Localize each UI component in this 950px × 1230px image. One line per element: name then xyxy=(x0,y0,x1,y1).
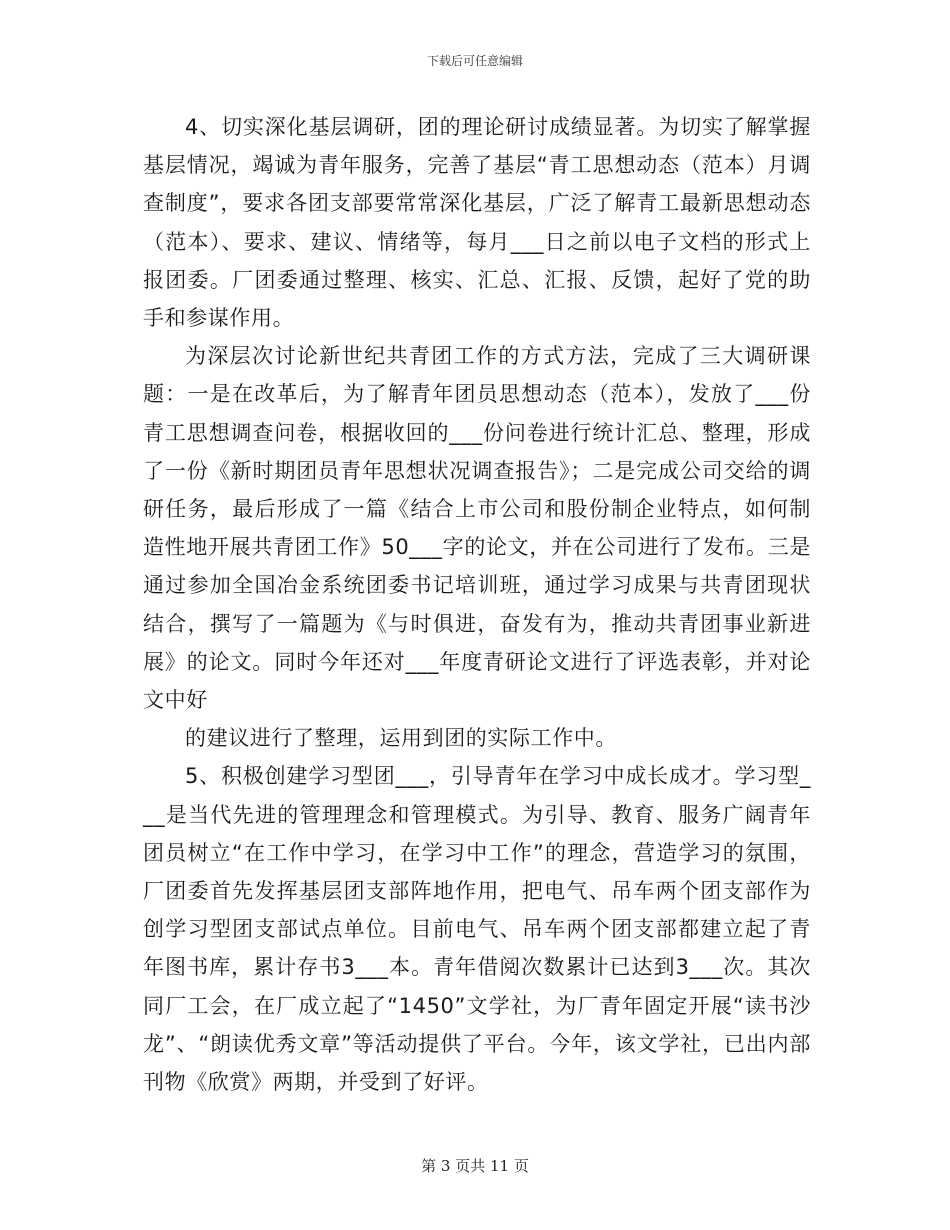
page-header: 下载后可任意编辑 xyxy=(426,54,523,68)
paragraph-research-topics: 为深层次讨论新世纪共青团工作的方式方法，完成了三大调研课题：一是在改革后，为了解青年团员思想动态（范本），发放了___份青工思想调查问卷，根据收回的___份问卷进行统计汇总、整理，形成了一份《新时期团员青年思想状况调查报告》；二是完成公司交给的调研任务，最后形成了一篇《结合上市公司和股份制企业特点，如何制造性地开展共青团工作》50___字的论文，并在公司进行了发布。三是通过参加全国冶金系统团委书记培训班，通过学习成果与共青团现状结合，撰写了一篇题为《与时俱进，奋发有为，推动共青团事业新进展》的论文。同时今年还对___年度青研论文进行了评选表彰，并对论文中好 xyxy=(143,344,811,713)
paragraph-research-continued: 的建议进行了整理，运用到团的实际工作中。 xyxy=(185,726,617,751)
document-body xyxy=(143,108,811,1101)
paragraph-learning-organization: 5、积极创建学习型团___，引导青年在学习中成长成才。学习型___是当代先进的管理理念和管理模式。为引导、教育、服务广阔青年团员树立“在工作中学习，在学习中工作”的理念，营造学习的氛围，厂团委首先发挥基层团支部阵地作用，把电气、吊车两个团支部作为创学习型团支部试点单位。目前电气、吊车两个团支部都建立起了青年图书库，累计存书3___本。青年借阅次数累计已达到3___次。其次同厂工会，在厂成立起了“1450”文学社，为厂青年固定开展“读书沙龙”、“朗读优秀文章”等活动提供了平台。今年，该文学社，已出内部刊物《欣赏》两期，并受到了好评。 xyxy=(143,764,811,1095)
page-number: 第 3 页共 11 页 xyxy=(421,1157,529,1175)
paragraph-research: 4、切实深化基层调研，团的理论研讨成绩显著。为切实了解掌握基层情况，竭诚为青年服务，完善了基层“青工思想动态（范本）月调查制度”，要求各团支部要常常深化基层，广泛了解青工最新思想动态（范本）、要求、建议、情绪等，每月___日之前以电子文档的形式上报团委。厂团委通过整理、核实、汇总、汇报、反馈，起好了党的助手和参谋作用。 xyxy=(143,115,811,331)
